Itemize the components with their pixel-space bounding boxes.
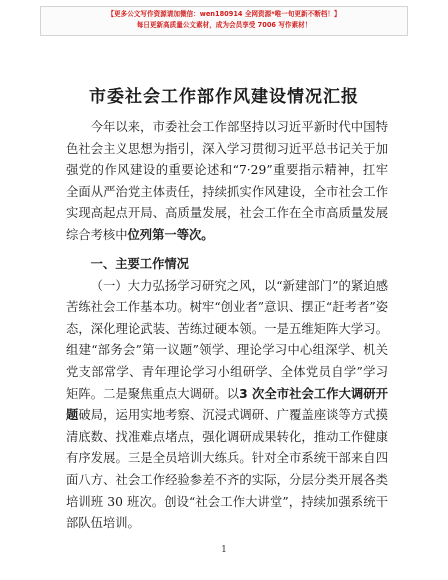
banner-line-1: 【更多公文写作资源请加微信：wen180914 全网资源*唯一旬更新不断档！】: [107, 10, 341, 18]
document-title: 市委社会工作部作风建设情况汇报: [89, 87, 359, 107]
section-heading: 一、主要工作情况: [90, 256, 189, 271]
banner-line-2: 每日更新高质量公文素材，成为会员享受 7006 写作素材！: [136, 21, 312, 29]
intro-bold-text: 位列第一等次。: [127, 227, 214, 242]
work-text-2: 破局，运用实地考察、沉浸式调研、广覆盖座谈等方式摸清底数、找准难点堵点，强化调研成果转化，推动工作健康有序发展。三是全员培训大练兵。针对全市系统干部来自四面八方、社会工作经验参差不齐的实际，分层分类开展各类培训班 30 班次。创设“社会工作大讲堂”，持续加强系统干部队伍培训。: [66, 408, 388, 531]
work-paragraph: [66, 276, 388, 535]
document-body: [66, 117, 388, 535]
intro-text: 今年以来，市委社会工作部坚持以习近平新时代中国特色社会主义思想为指引，深入学习贯彻习近平总书记关于加强党的作风建设的重要论述和“7·29”重要指示精神，扛牢全面从严治党主体责任，持续抓实作风建设，全市社会工作实现高起点开局、高质量发展，社会工作在全市高质量发展综合考核中: [66, 120, 388, 242]
work-text-1: （一）大力弘扬学习研究之风，以“新建部门”的紧迫感苦练社会工作基本功。树牢“创业者”意识、摆正“赶考者”姿态，深化理论武装、苦练过硬本领。一是五维矩阵大学习。组建“部务会”第一议题”领学、理论学习中心组深学、机关党支部常学、青年理论学习小组研学、全体党员自学”学习矩阵。二是聚焦重点大调研。以: [66, 278, 388, 401]
work-bold-text: 3 次全市社会工作大调研开题: [66, 386, 388, 423]
promo-banner: [40, 6, 408, 36]
intro-paragraph: [66, 117, 388, 247]
page-number: 1: [221, 545, 227, 555]
